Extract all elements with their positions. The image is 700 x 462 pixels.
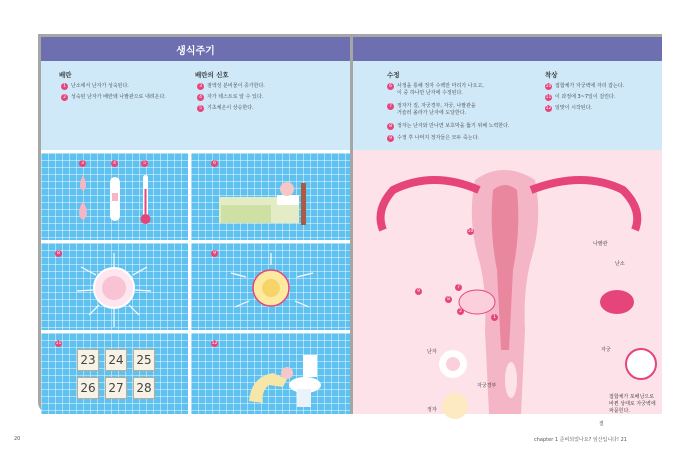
- fertilization-illustration-panel: [41, 243, 188, 330]
- fertilized-egg-illustration: [191, 243, 350, 330]
- panel-marker-11: 11: [55, 341, 62, 346]
- implantation-item-1: 10 접합체가 자궁벽에 자리 잡는다.: [545, 83, 625, 89]
- anatomy-marker-2: 2: [457, 308, 464, 315]
- label-sperm: 정자: [427, 407, 437, 413]
- calendar-day: 28: [133, 377, 155, 399]
- post-fertilization-panel: [191, 243, 350, 330]
- signs-item-1: 3 점액성 분비물이 증가한다.: [197, 83, 265, 90]
- panel-marker-3: 3: [79, 160, 86, 167]
- calendar-day: 23: [77, 349, 99, 371]
- anatomy-marker-9: 9: [415, 288, 422, 295]
- ovulation-item-1: 1 난소에서 난자가 성숙된다.: [61, 83, 129, 90]
- calendar-day: 27: [105, 377, 127, 399]
- signs-illustration-panel: [41, 153, 188, 240]
- pregnancy-illustration-panel: [191, 333, 350, 414]
- panel-marker-8: 8: [55, 250, 62, 257]
- signs-illustration: [41, 153, 188, 240]
- book-spread: [38, 34, 662, 427]
- morning-sickness-illustration: [191, 333, 350, 414]
- label-cervix: 자궁경부: [477, 383, 497, 389]
- fertilization-item-1: 6 사정을 통해 정자 수백만 마리가 나오고, 이 중 하나만 난자에 수정된다.: [387, 83, 484, 97]
- signs-item-3: 5 기초체온이 상승한다.: [197, 105, 254, 112]
- bed-illustration: [191, 153, 350, 240]
- fertilization-title: 수정: [387, 71, 400, 79]
- left-header-title: 생식주기: [176, 45, 215, 57]
- anatomy-marker-7: 7: [455, 284, 462, 291]
- panel-marker-5: 5: [141, 160, 148, 167]
- implantation-item-2: 11 이 과정에 3~7일이 걸린다.: [545, 94, 616, 100]
- right-header: [353, 37, 662, 61]
- left-page-number: 20: [14, 436, 21, 442]
- fertilization-item-2: 7 정자가 질, 자궁경부, 자궁, 나팔관을 거슬러 올라가 난자에 도달한다.: [387, 103, 476, 117]
- egg-sperm-illustration: [41, 243, 188, 330]
- label-vagina: 질: [599, 421, 604, 427]
- calendar-day: 26: [77, 377, 99, 399]
- signs-title: 배란의 신호: [195, 71, 229, 79]
- anatomy-marker-1: 1: [491, 314, 498, 321]
- ovulation-item-2: 2 성숙된 난자가 배란돼 나팔관으로 내려온다.: [61, 94, 166, 101]
- bed-illustration-panel: [191, 153, 350, 240]
- label-egg: 난자: [427, 349, 437, 355]
- label-uterus: 자궁: [601, 347, 611, 353]
- label-fallopian-tube: 나팔관: [593, 241, 608, 247]
- anatomy-marker-10: 10: [467, 229, 474, 234]
- zygote-note: 접합체가 포배낭으로 바뀐 상태로 자궁벽에 파묻힌다.: [609, 394, 656, 414]
- panel-marker-4: 4: [111, 160, 118, 167]
- implantation-title: 착상: [545, 71, 558, 79]
- left-info-box: [41, 61, 350, 150]
- ovulation-title: 배란: [59, 71, 72, 79]
- implantation-item-3: 12 임맞이 시작된다.: [545, 105, 592, 111]
- uterus-diagram: [353, 150, 662, 414]
- anatomy-illustration: [353, 150, 662, 427]
- fertilization-item-3: 8 정자는 난자와 만나면 보호막을 뚫기 위해 노력한다.: [387, 123, 510, 130]
- panel-marker-9: 9: [211, 250, 218, 257]
- anatomy-marker-8: 8: [445, 296, 452, 303]
- panel-marker-6: 6: [211, 160, 218, 167]
- calendar-illustration-panel: [41, 333, 188, 414]
- left-header: [41, 37, 350, 61]
- label-ovary: 난소: [615, 261, 625, 267]
- right-info-box: [353, 61, 662, 150]
- signs-item-2: 4 자가 테스트로 알 수 있다.: [197, 94, 263, 101]
- right-page-footer: chapter 1 준비되었나요? 임산입니다! 21: [534, 437, 627, 443]
- panel-marker-12: 12: [211, 341, 218, 346]
- calendar-day: 25: [133, 349, 155, 371]
- calendar-day: 24: [105, 349, 127, 371]
- fertilization-item-4: 9 수정 후 나머지 정자들은 모두 죽는다.: [387, 135, 479, 142]
- illustration-grid: [41, 153, 350, 414]
